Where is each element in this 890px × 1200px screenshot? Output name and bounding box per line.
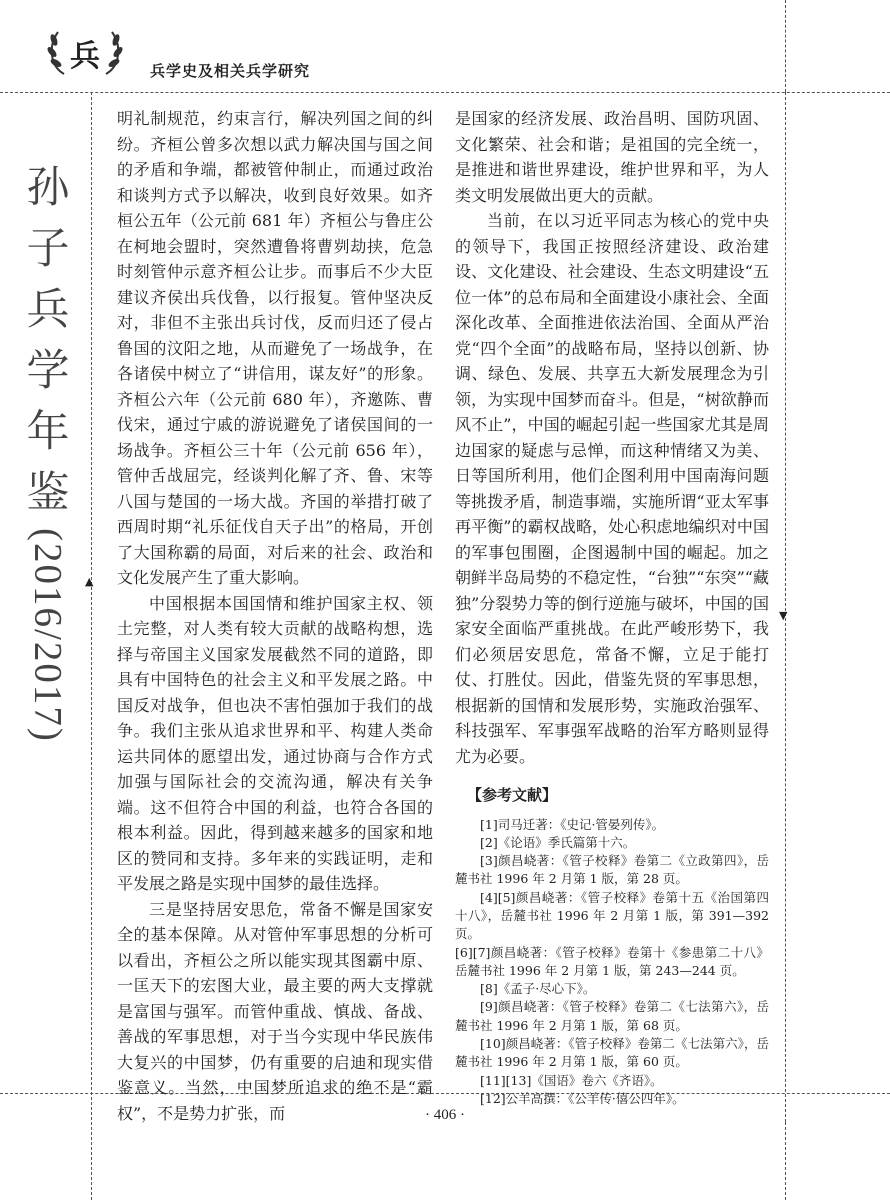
book-title-vertical [20, 158, 76, 743]
reference-item: [2]《论语》季氏篇第十六。 [480, 834, 636, 850]
body-paragraph: 当前，在以习近平同志为核心的党中央的领导下，我国正按照经济建设、政治建设、文化建设、社会建设、生态文明建设“五位一体”的总布局和全面建设小康社会、全面深化改革、全面推进依法治国、全面从严治党“四个全面”的战略布局，坚持以创新、协调、绿色、发展、共享五大新发展理念为引领，为实现中国梦而奋斗。但是，“树欲静而风不止”，中国的崛起引起一些国家尤其是周边国家的疑虑与忌惮，而这种情绪又为美、日等国所利用，他们企图利用中国南海问题等挑拨矛盾，制造事端，实施所谓“亚太军事再平衡”的霸权战略，处心积虑地编织对中国的军事包围圈，企图遏制中国的崛起。加之朝鲜半岛局势的不稳定性，“台独”“东突”“藏独”分裂势力等的倒行逆施与破坏，中国的国家安全面临严重挑战。在此严峻形势下，我们必须居安思危，常备不懈，立足于能打仗、打胜仗。因此，借鉴先贤的军事思想，根据新的国情和发展形势，实施政治强军、科技强军、军事强军战略的治军方略则显得尤为必要。 [455, 211, 769, 766]
reference-item: [4][5]颜昌峣著：《管子校释》卷第十五《治国第四十八》，岳麓书社 1996 年 2 月第 1 版，第 391—392 页。 [455, 889, 769, 942]
book-title-year: (2016/2017) [26, 528, 70, 743]
reference-item: [8]《孟子·尽心下》。 [480, 981, 596, 997]
right-margin-line [785, 92, 786, 1122]
body-paragraph: 三是坚持居安思危，常备不懈是国家安全的基本保障。从对管仲军事思想的分析可以看出，齐桓公之所以能实现其图霸中原、一匡天下的宏图大业，最主要的两大支撑就是富国与强军。而管仲重战、慎战、备战、善战的军事思想，对于当今实现中华民族伟大复兴的中国梦，仍有重要的启迪和现实借鉴意义。当然，中国梦所追求的绝不是“霸权”，不是势力扩张，而 [117, 899, 433, 1123]
left-text-column [117, 106, 433, 1126]
left-arrow-up-icon: ▲ [85, 575, 94, 588]
right-margin-line-top [785, 0, 786, 92]
reference-item: [9]颜昌峣著：《管子校释》卷第二《七法第六》，岳麓书社 1996 年 2 月第 1 版，第 68 页。 [455, 999, 769, 1033]
reference-item: [1]司马迁著：《史记·管晏列传》。 [480, 816, 665, 832]
reference-item: [6][7]颜昌峣著：《管子校释》卷第十《参患第二十八》岳麓书社 1996 年 2 月第 1 版，第 243—244 页。 [455, 944, 769, 978]
book-title-char: 年 [26, 407, 70, 457]
book-title-char: 兵 [26, 285, 70, 335]
references-heading: 【参考文献】 [467, 786, 558, 804]
right-text-column [455, 106, 769, 1108]
page-number: · 406 · [425, 1107, 465, 1123]
left-margin-line [91, 92, 92, 1200]
right-body-text [455, 106, 769, 769]
right-margin-line-bottom [785, 1122, 786, 1200]
reference-item: [11][13]《国语》卷六《齐语》。 [480, 1072, 663, 1088]
body-paragraph: 中国根据本国国情和维护国家主权、领土完整，对人类有较大贡献的战略构想，选择与帝国主义国家发展截然不同的道路，即具有中国特色的社会主义和平发展之路。中国反对战争，但也决不害怕强加于我们的战争。我们主张从追求世界和平、构建人类命运共同体的愿望出发，通过协商与合作方式加强与国际社会的交流沟通，解决有关争端。这不但符合中国的利益，也符合各国的根本利益。因此，得到越来越多的国家和地区的赞同和支持。多年来的实践证明，走和平发展之路是实现中国梦的最佳选择。 [117, 593, 433, 893]
header-divider [0, 92, 890, 93]
right-arrow-down-icon: ▼ [779, 609, 788, 622]
body-paragraph: 是国家的经济发展、政治昌明、国防巩固、文化繁荣、社会和谐；是祖国的完全统一，是推进和谐世界建设，维护世界和平，为人类文明发展做出更大的贡献。 [455, 109, 769, 205]
reference-item: [3]颜昌峣著：《管子校释》卷第二《立政第四》，岳麓书社 1996 年 2 月第 1 版，第 28 页。 [455, 853, 769, 887]
journal-logo [42, 22, 128, 82]
book-title-char: 学 [26, 346, 70, 396]
book-title-char: 鉴 [26, 468, 70, 518]
section-title: 兵学史及相关兵学研究 [150, 62, 311, 80]
body-paragraph: 明礼制规范，约束言行，解决列国之间的纠纷。齐桓公曾多次想以武力解决国与国之间的矛盾和争端，都被管仲制止，而通过政治和谈判方式予以解决，收到良好效果。如齐桓公五年（公元前 681 年）齐桓公与鲁庄公在柯地会盟时，突然遭鲁将曹刿劫挟，危急时刻管仲示意齐桓公让步。而事后不少大臣建议齐侯出兵伐鲁，以行报复。管仲坚决反对，非但不主张出兵讨伐，反而归还了侵占鲁国的汶阳之地，从而避免了一场战争，在各诸侯中树立了“讲信用，谋友好”的形象。齐桓公六年（公元前 680 年），齐邀陈、曹伐宋，通过宁戚的游说避免了诸侯国间的一场战争。齐桓公三十年（公元前 656 年），管仲舌战屈完，经谈判化解了齐、鲁、宋等八国与楚国的一场大战。齐国的举措打破了西周时期“礼乐征伐自天子出”的格局，开创了大国称霸的局面，对后来的社会、政治和文化发展产生了重大影响。 [117, 109, 433, 587]
book-title-chars [27, 158, 70, 524]
book-title-char: 子 [26, 224, 70, 274]
reference-item: [10]颜昌峣著：《管子校释》卷第二《七法第六》，岳麓书社 1996 年 2 月第 1 版，第 60 页。 [455, 1036, 769, 1070]
book-title-char: 孙 [26, 163, 70, 213]
reference-item: [12]公羊高撰：《公羊传·僖公四年》。 [480, 1090, 685, 1106]
references-list [455, 816, 769, 1109]
logo-glyph: 兵 [70, 39, 100, 74]
